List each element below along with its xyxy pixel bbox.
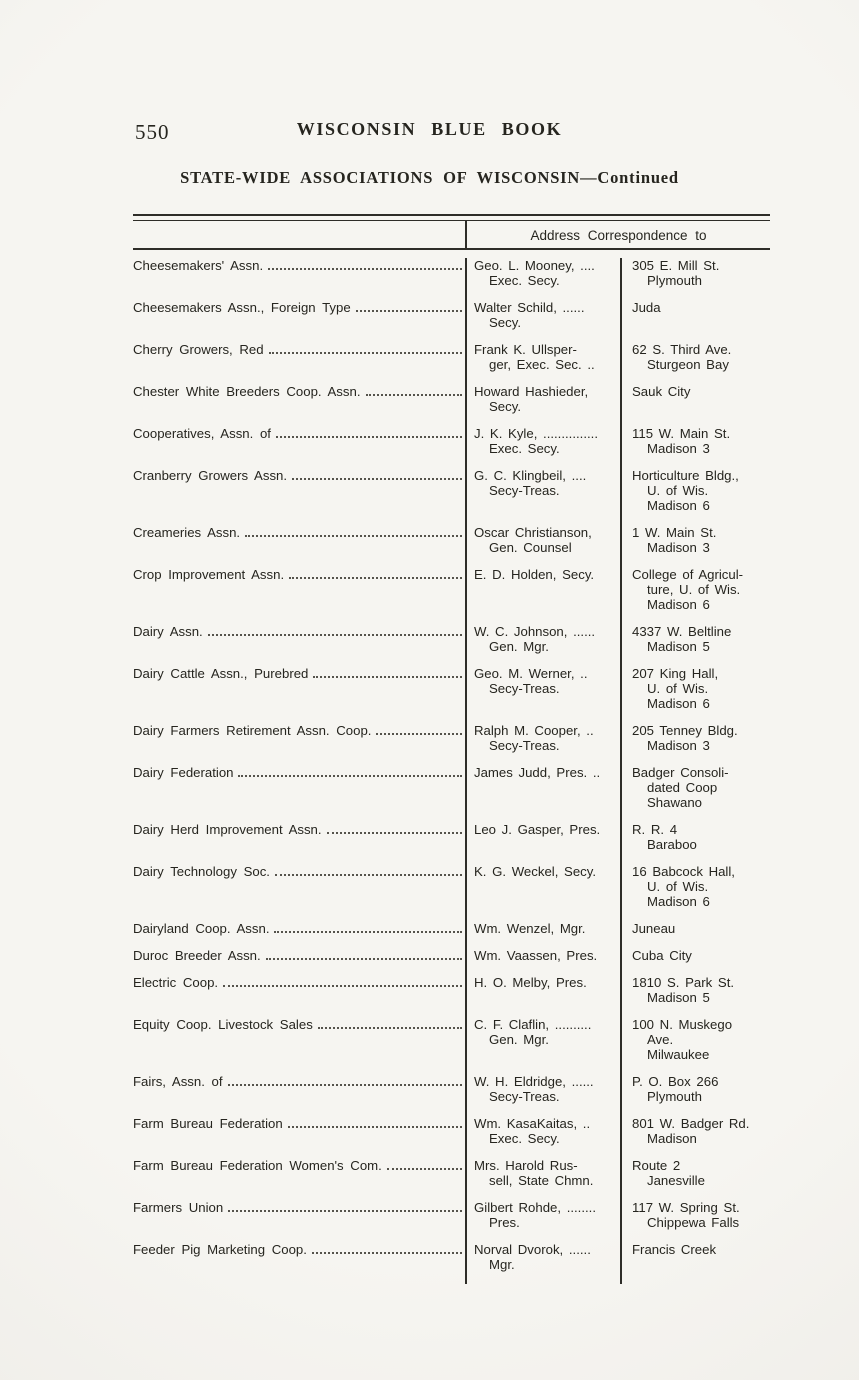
association-name-line	[133, 1200, 463, 1215]
association-name: Dairy Farmers Retirement Assn. Coop.	[133, 723, 372, 738]
contact-name-line: Frank K. Ullsper-	[474, 342, 577, 357]
table-row	[133, 666, 770, 723]
association-name-cell	[133, 426, 465, 468]
contact-name-line: E. D. Holden, Secy.	[474, 567, 595, 582]
association-name: Cheesemakers Assn., Foreign Type	[133, 300, 351, 315]
association-name: Cranberry Growers Assn.	[133, 468, 288, 483]
table-header-address-correspondence: Address Correspondence to	[465, 221, 770, 248]
contact-name-line: Geo. M. Werner, ..	[474, 666, 588, 681]
table-row	[133, 384, 770, 426]
association-name: Duroc Breeder Assn.	[133, 948, 261, 963]
dotted-leader	[208, 634, 462, 636]
contact-name-line: Wm. Vaassen, Pres.	[474, 948, 598, 963]
address-cell	[620, 864, 770, 921]
address-cell	[620, 975, 770, 1017]
association-name-cell	[133, 765, 465, 822]
association-name-line	[133, 1242, 463, 1257]
association-name-cell	[133, 1158, 465, 1200]
dotted-leader	[275, 874, 462, 876]
association-name-line	[133, 624, 463, 639]
table-row	[133, 765, 770, 822]
address-cell	[620, 948, 770, 975]
contact-cell	[465, 342, 620, 384]
dotted-leader	[223, 985, 462, 987]
address-cont-line: Ave.	[647, 1032, 674, 1047]
table-row	[133, 258, 770, 300]
association-name-line	[133, 1116, 463, 1131]
association-name-cell	[133, 975, 465, 1017]
association-name: Dairy Assn.	[133, 624, 203, 639]
contact-title-line: ger, Exec. Sec. ..	[489, 357, 595, 372]
address-cont-line: U. of Wis.	[647, 483, 709, 498]
dotted-leader	[356, 310, 462, 312]
address-cell	[620, 1200, 770, 1242]
address-cont-line: Milwaukee	[647, 1047, 710, 1062]
association-name-line	[133, 468, 463, 483]
contact-name-line: Oscar Christianson,	[474, 525, 592, 540]
contact-cell	[465, 1074, 620, 1116]
address-cont-line: Sturgeon Bay	[647, 357, 729, 372]
address-cont-line: U. of Wis.	[647, 879, 709, 894]
address-cell	[620, 468, 770, 525]
address-cont-line: ture, U. of Wis.	[647, 582, 741, 597]
association-name-cell	[133, 1200, 465, 1242]
dotted-leader	[289, 577, 462, 579]
association-name-cell	[133, 666, 465, 723]
address-first-line: 1810 S. Park St.	[632, 975, 735, 990]
address-first-line: 205 Tenney Bldg.	[632, 723, 738, 738]
contact-name-line: Wm. KasaKaitas, ..	[474, 1116, 591, 1131]
address-first-line: Horticulture Bldg.,	[632, 468, 739, 483]
address-cont-line: Madison 3	[647, 540, 710, 555]
contact-name-line: J. K. Kyle, ...............	[474, 426, 598, 441]
address-cell	[620, 723, 770, 765]
association-name-line	[133, 426, 463, 441]
dotted-leader	[292, 478, 462, 480]
association-name-line	[133, 300, 463, 315]
contact-cell	[465, 765, 620, 822]
contact-cell	[465, 723, 620, 765]
association-name-cell	[133, 468, 465, 525]
association-name-cell	[133, 1116, 465, 1158]
table-header-empty-cell	[133, 221, 465, 248]
address-first-line: 207 King Hall,	[632, 666, 719, 681]
association-name-cell	[133, 258, 465, 300]
association-name-line	[133, 666, 463, 681]
dotted-leader	[327, 832, 462, 834]
contact-title-line: Exec. Secy.	[489, 1131, 560, 1146]
address-cont-line: Madison 3	[647, 738, 710, 753]
contact-name-line: Leo J. Gasper, Pres.	[474, 822, 601, 837]
address-cell	[620, 1074, 770, 1116]
address-first-line: P. O. Box 266	[632, 1074, 719, 1089]
association-name: Dairy Federation	[133, 765, 234, 780]
table-row	[133, 864, 770, 921]
address-first-line: 801 W. Badger Rd.	[632, 1116, 750, 1131]
association-name: Dairy Cattle Assn., Purebred	[133, 666, 309, 681]
address-cont-line: Chippewa Falls	[647, 1215, 740, 1230]
address-cont-line: U. of Wis.	[647, 681, 709, 696]
table-row	[133, 1116, 770, 1158]
contact-title-line: Gen. Counsel	[489, 540, 572, 555]
contact-name-line: Norval Dvorok, ......	[474, 1242, 591, 1257]
address-cont-line: Madison 6	[647, 894, 710, 909]
contact-cell	[465, 1242, 620, 1284]
table-row	[133, 1158, 770, 1200]
association-name-line	[133, 864, 463, 879]
association-name: Cherry Growers, Red	[133, 342, 264, 357]
dotted-leader	[366, 394, 463, 396]
address-cell	[620, 765, 770, 822]
address-cell	[620, 1158, 770, 1200]
address-first-line: 305 E. Mill St.	[632, 258, 720, 273]
contact-name-line: Howard Hashieder,	[474, 384, 589, 399]
contact-name-line: W. H. Eldridge, ......	[474, 1074, 594, 1089]
association-name-cell	[133, 921, 465, 948]
address-cont-line: Madison 6	[647, 696, 710, 711]
address-first-line: Juda	[632, 300, 661, 315]
association-name-cell	[133, 342, 465, 384]
address-cont-line: dated Coop	[647, 780, 718, 795]
association-name: Electric Coop.	[133, 975, 219, 990]
contact-cell	[465, 567, 620, 624]
association-name-cell	[133, 1074, 465, 1116]
running-head: WISCONSIN BLUE BOOK	[296, 119, 563, 139]
association-name-cell	[133, 300, 465, 342]
address-cont-line: Madison 3	[647, 441, 710, 456]
address-cell	[620, 426, 770, 468]
contact-name-line: C. F. Claflin, ..........	[474, 1017, 592, 1032]
address-first-line: 117 W. Spring St.	[632, 1200, 740, 1215]
contact-title-line: Secy-Treas.	[489, 738, 560, 753]
table-body	[133, 250, 770, 1284]
address-cell	[620, 624, 770, 666]
contact-cell	[465, 1200, 620, 1242]
address-first-line: 62 S. Third Ave.	[632, 342, 732, 357]
address-first-line: Francis Creek	[632, 1242, 717, 1257]
contact-cell	[465, 864, 620, 921]
address-cont-line: Plymouth	[647, 273, 702, 288]
address-cont-line: Madison 5	[647, 639, 710, 654]
table-row	[133, 342, 770, 384]
dotted-leader	[318, 1027, 462, 1029]
dotted-leader	[276, 436, 462, 438]
address-cell	[620, 1017, 770, 1074]
association-name: Feeder Pig Marketing Coop.	[133, 1242, 307, 1257]
address-first-line: 115 W. Main St.	[632, 426, 731, 441]
section-title: STATE-WIDE ASSOCIATIONS OF WISCONSIN—Continued	[180, 168, 679, 187]
association-name: Cooperatives, Assn. of	[133, 426, 271, 441]
dotted-leader	[312, 1252, 462, 1254]
contact-name-line: Wm. Wenzel, Mgr.	[474, 921, 586, 936]
contact-cell	[465, 948, 620, 975]
address-first-line: Badger Consoli-	[632, 765, 729, 780]
association-name-cell	[133, 864, 465, 921]
contact-name-line: Mrs. Harold Rus-	[474, 1158, 578, 1173]
association-name-line	[133, 567, 463, 582]
contact-title-line: Gen. Mgr.	[489, 639, 549, 654]
address-cont-line: Baraboo	[647, 837, 697, 852]
association-name-cell	[133, 822, 465, 864]
association-name: Dairy Herd Improvement Assn.	[133, 822, 322, 837]
contact-cell	[465, 822, 620, 864]
contact-name-line: James Judd, Pres. ..	[474, 765, 601, 780]
contact-name-line: Geo. L. Mooney, ....	[474, 258, 595, 273]
association-name-line	[133, 822, 463, 837]
table-row	[133, 921, 770, 948]
address-cell	[620, 666, 770, 723]
table-row	[133, 1242, 770, 1284]
address-cont-line: Shawano	[647, 795, 702, 810]
contact-cell	[465, 921, 620, 948]
address-cont-line: Madison 6	[647, 498, 710, 513]
address-first-line: 100 N. Muskego	[632, 1017, 733, 1032]
contact-name-line: K. G. Weckel, Secy.	[474, 864, 597, 879]
table-header-row	[133, 221, 770, 250]
dotted-leader	[313, 676, 462, 678]
dotted-leader	[238, 775, 462, 777]
dotted-leader	[228, 1084, 462, 1086]
contact-cell	[465, 258, 620, 300]
table-row	[133, 1200, 770, 1242]
contact-cell	[465, 468, 620, 525]
association-name: Chester White Breeders Coop. Assn.	[133, 384, 361, 399]
association-name: Cheesemakers' Assn.	[133, 258, 264, 273]
address-cont-line: Janesville	[647, 1173, 705, 1188]
address-first-line: Juneau	[632, 921, 676, 936]
association-name-line	[133, 723, 463, 738]
dotted-leader	[387, 1168, 462, 1170]
table-row	[133, 567, 770, 624]
contact-name-line: H. O. Melby, Pres.	[474, 975, 587, 990]
association-name: Fairs, Assn. of	[133, 1074, 223, 1089]
association-name-line	[133, 1017, 463, 1032]
address-cell	[620, 342, 770, 384]
association-name: Farmers Union	[133, 1200, 224, 1215]
address-first-line: Sauk City	[632, 384, 691, 399]
association-name-line	[133, 525, 463, 540]
association-name-line	[133, 765, 463, 780]
association-name-line	[133, 975, 463, 990]
association-name-cell	[133, 525, 465, 567]
table-row	[133, 624, 770, 666]
address-first-line: 4337 W. Beltline	[632, 624, 732, 639]
address-cell	[620, 1116, 770, 1158]
association-name-line	[133, 948, 463, 963]
address-first-line: College of Agricul-	[632, 567, 744, 582]
dotted-leader	[288, 1126, 462, 1128]
contact-title-line: Secy.	[489, 315, 522, 330]
association-name: Dairyland Coop. Assn.	[133, 921, 270, 936]
contact-cell	[465, 300, 620, 342]
address-cont-line: Madison 6	[647, 597, 710, 612]
contact-cell	[465, 1116, 620, 1158]
contact-title-line: Secy.	[489, 399, 522, 414]
contact-name-line: G. C. Klingbeil, ....	[474, 468, 587, 483]
contact-cell	[465, 624, 620, 666]
address-cont-line: Madison	[647, 1131, 697, 1146]
table-row	[133, 426, 770, 468]
address-first-line: Cuba City	[632, 948, 692, 963]
table-row	[133, 468, 770, 525]
association-name-cell	[133, 948, 465, 975]
association-name: Equity Coop. Livestock Sales	[133, 1017, 313, 1032]
contact-cell	[465, 525, 620, 567]
address-first-line: Route 2	[632, 1158, 681, 1173]
association-name-cell	[133, 567, 465, 624]
table-row	[133, 822, 770, 864]
dotted-leader	[376, 733, 462, 735]
address-cell	[620, 525, 770, 567]
contact-cell	[465, 975, 620, 1017]
table-row	[133, 300, 770, 342]
address-cell	[620, 384, 770, 426]
contact-title-line: Mgr.	[489, 1257, 515, 1272]
contact-cell	[465, 1017, 620, 1074]
address-cell	[620, 567, 770, 624]
address-cont-line: Madison 5	[647, 990, 710, 1005]
contact-title-line: sell, State Chmn.	[489, 1173, 594, 1188]
association-name: Farm Bureau Federation	[133, 1116, 283, 1131]
address-cell	[620, 300, 770, 342]
dotted-leader	[268, 268, 462, 270]
address-cont-line: Plymouth	[647, 1089, 702, 1104]
association-name-cell	[133, 384, 465, 426]
dotted-leader	[245, 535, 462, 537]
dotted-leader	[228, 1210, 462, 1212]
association-name: Creameries Assn.	[133, 525, 241, 540]
association-name-line	[133, 258, 463, 273]
address-first-line: 1 W. Main St.	[632, 525, 717, 540]
dotted-leader	[274, 931, 462, 933]
table-row	[133, 975, 770, 1017]
association-name-line	[133, 921, 463, 936]
contact-title-line: Exec. Secy.	[489, 273, 560, 288]
contact-cell	[465, 666, 620, 723]
association-name-line	[133, 342, 463, 357]
address-cell	[620, 822, 770, 864]
association-name-cell	[133, 624, 465, 666]
address-first-line: 16 Babcock Hall,	[632, 864, 735, 879]
contact-name-line: Walter Schild, ......	[474, 300, 585, 315]
table-row	[133, 1017, 770, 1074]
association-name-cell	[133, 1242, 465, 1284]
table-row	[133, 948, 770, 975]
contact-cell	[465, 384, 620, 426]
association-name-line	[133, 1074, 463, 1089]
contact-name-line: Ralph M. Cooper, ..	[474, 723, 594, 738]
dotted-leader	[266, 958, 462, 960]
contact-title-line: Pres.	[489, 1215, 520, 1230]
contact-name-line: Gilbert Rohde, ........	[474, 1200, 597, 1215]
contact-title-line: Secy-Treas.	[489, 1089, 560, 1104]
association-name-cell	[133, 1017, 465, 1074]
table-row	[133, 1074, 770, 1116]
association-name: Farm Bureau Federation Women's Com.	[133, 1158, 382, 1173]
association-name: Crop Improvement Assn.	[133, 567, 285, 582]
associations-table	[133, 214, 770, 1284]
address-cell	[620, 258, 770, 300]
association-name: Dairy Technology Soc.	[133, 864, 270, 879]
dotted-leader	[269, 352, 462, 354]
contact-title-line: Secy-Treas.	[489, 483, 560, 498]
contact-cell	[465, 1158, 620, 1200]
association-name-line	[133, 384, 463, 399]
address-cell	[620, 921, 770, 948]
address-first-line: R. R. 4	[632, 822, 678, 837]
contact-title-line: Secy-Treas.	[489, 681, 560, 696]
contact-title-line: Gen. Mgr.	[489, 1032, 549, 1047]
address-cell	[620, 1242, 770, 1284]
contact-name-line: W. C. Johnson, ......	[474, 624, 596, 639]
page-number: 550	[135, 120, 170, 144]
table-top-rule	[133, 214, 770, 221]
association-name-line	[133, 1158, 463, 1173]
association-name-cell	[133, 723, 465, 765]
table-row	[133, 723, 770, 765]
contact-title-line: Exec. Secy.	[489, 441, 560, 456]
table-row	[133, 525, 770, 567]
contact-cell	[465, 426, 620, 468]
